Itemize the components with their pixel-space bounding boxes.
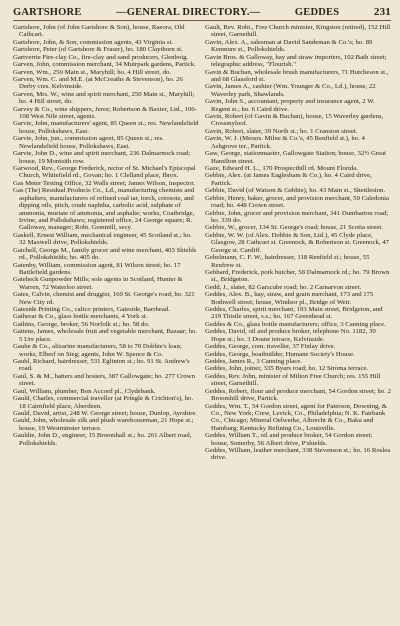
directory-entry: Gartshore, John (of John Gartshore & Son), house, Raeora, Old Cathcart. bbox=[13, 24, 185, 39]
directory-entry: Gavin, Alex. A., salesman at David Sandeman & Co.'s; ho. 89 Kenmure st., Pollokshields. bbox=[205, 38, 373, 54]
directory-entry: Gebbie, Henry, baker, grocer, and provision merchant, 59 Caledonia road; ho. 448 Crown street. bbox=[205, 194, 390, 210]
directory-entry: Gauld, John, wholesale silk and plush warehouseman, 21 Hope st.; house, 19 Westminster terrace. bbox=[13, 417, 194, 432]
directory-entry: Garven, Wm., 250 Main st., Maryhill; ho. 4 Hill street, do. bbox=[13, 68, 172, 76]
directory-entry: Garven, Mrs. W., wine and spirit merchant, 250 Main st., Maryhill; ho. 4 Hill street, do. bbox=[13, 90, 195, 106]
directory-entry: Gatherar & Co., glass bottle merchants, 4 York st. bbox=[13, 313, 148, 321]
directory-entry: Gavin, Robert, slater, 39 North st.; ho. 1 Cranston street. bbox=[205, 127, 358, 135]
directory-entry: Garven, John, commission merchant, 34 Muirpark gardens, Partick. bbox=[13, 61, 196, 69]
directory-entry: Geddes, George, boatbuilder, Humane Society's House. bbox=[205, 350, 355, 358]
directory-entry: Garvie, John, manufacturers' agent, 85 Queen st.; res. Newlandsfield house, Pollokshaws, East. bbox=[13, 120, 199, 135]
directory-entry: Geddes, James R., 3 Canning place. bbox=[205, 357, 302, 365]
directory-entry: Geddes, David, oil and produce broker, telephone No. 1182, 39 Hope st.; ho. 3 Doune terrace, Kelvinside. bbox=[205, 328, 376, 343]
directory-entry: Gartshore, Peter (of Gartshore & Fraser), ho. 180 Claythorn st. bbox=[13, 46, 183, 54]
directory-entry: Gavin, W. J. (Messrs. Milne & Co.'s, 45 Renfield st.), ho. 4 Ashgrove ter., Partick. bbox=[205, 135, 365, 150]
directory-entry: Gebbie, David (of Watson & Gebbie), ho. 43 Main st., Shettleston. bbox=[205, 187, 386, 195]
directory-entry: Geddes, Wm. T., 54 Gordon street, agent for Paterson, Downing, & Co., New York; Crew, Levick, Co., Philadelphia; N. K. Fairbank Co., Chicago; Mineral Oelwerke, Albrecht & Co., Baku and Hamburg; Kentucky Refining Co., Louisville. bbox=[205, 402, 388, 432]
running-header bbox=[13, 6, 391, 21]
directory-entry: Gaul, William, plumber, Bon Accord pl., Clydebank. bbox=[13, 387, 156, 395]
directory-entry: Geddes, George, com. traveller, 37 Finlay drive. bbox=[205, 343, 336, 351]
directory-entry: Gatebeck Gunpowder Mills; sole agents in Scotland, Hunter & Warren, 72 Waterloo street. bbox=[13, 276, 183, 291]
directory-entry: Gathins, George, broker, 56 Norfolk st.; ho. 58 do. bbox=[13, 320, 150, 328]
directory-entry: Garvey & Co., wine shippers, Jerez; Robertson & Baxter, Ltd., 106-108 West Nile street, agents. bbox=[13, 105, 197, 121]
directory-entry: Gavin, Robert (of Gavin & Buchan), house, 15 Waverley gardens, Crossmyloof. bbox=[205, 113, 384, 128]
left-column bbox=[13, 24, 199, 620]
header-left-word: GARTSHORE bbox=[13, 7, 82, 18]
directory-entry: Gaze, Edward H. L., 170 Prospecthill rd. Mount Florida. bbox=[205, 165, 358, 173]
directory-entry: Gaw, George, stationmaster, Gallowgate Station; house, 32½ Great Hamilton street. bbox=[205, 150, 386, 165]
directory-entry: Gebbie, Alex. (at James Eaglesham & Co.), ho. 4 Caird drive, Partick. bbox=[205, 172, 372, 187]
directory-entry: Gebbie, John, grocer and provision merchant, 341 Dumbarton road; ho. 339 do. bbox=[205, 209, 389, 224]
directory-entry: Gauldie, John D., engineer, 15 Broomhall st.; ho. 261 Albert road, Pollokshields. bbox=[13, 432, 192, 447]
right-column bbox=[205, 24, 391, 620]
directory-entry: Gavin Bros. & Galloway, hay and straw importers, 102 Bath street; telegraphic address, "Flourish." bbox=[205, 53, 387, 69]
directory-entry: Garvie, John, jun., commission agent, 85 Queen st.; res. Newlandsfield house, Pollokshaws, East. bbox=[13, 135, 164, 150]
directory-entry: Gavin, James A., cashier (Wm. Younger & Co., Ld.), house, 22 Waverley park, Shawlands. bbox=[205, 83, 376, 98]
directory-entry: Gauhe & Co., alizarine manufacturers, 58 to 70 Dobbie's loan; works, Elberf on Sieg; agents, John W. Spence & Co. bbox=[13, 343, 182, 358]
directory-entry: Gatenby, William, commission agent, 81 Wilson street; ho. 17 Battlefield gardens. bbox=[13, 261, 181, 276]
directory-columns bbox=[13, 24, 391, 620]
header-title: —GENERAL DIRECTORY.— bbox=[116, 7, 261, 18]
directory-entry: Gates, Calvin, chemist and druggist, 160 St. George's road; ho. 321 New City rd. bbox=[13, 291, 195, 306]
directory-entry: Gartverrie Fire-clay Co., fire-clay and sand producers, Glenboig. bbox=[13, 53, 189, 61]
directory-entry: Gaul, S. & M., hatters and hosiers, 387 Gallowgate; ho. 277 Crown street. bbox=[13, 372, 196, 388]
directory-entry: Gebbie, W., grocer, 134 St. George's road; house, 21 Scotia street. bbox=[205, 224, 383, 232]
directory-entry: Geddes & Co., glass bottle manufacturers; office, 3 Canning place. bbox=[205, 320, 386, 328]
directory-entry: Geddes, William T., oil and produce broker, 54 Gordon street; house, Somerby, 56 Albert drive, P'shields. bbox=[205, 432, 373, 447]
directory-entry: Garwood, Rev., George Frederick, rector of St. Michael's Episcopal Church, Whitefield rd., Govan; ho. 1 Clelland place, Ibrox. bbox=[13, 165, 196, 180]
header-right-word: GEDDES bbox=[294, 7, 340, 18]
directory-entry: Gedd, J., slater, 82 Garscube road; ho. 2 Carnarvon street. bbox=[205, 283, 362, 291]
directory-entry: Geddes, Rev. John, minister of Milton Free Church; res. 155 Hill street, Garnethill. bbox=[205, 372, 381, 388]
directory-entry: Gauld, David, artist, 248 W. George street; house, Dunlop, Ayrshire. bbox=[13, 409, 198, 417]
directory-entry: Gas (The) Residual Products Co., Ld., manufacturing chemists and asphalters, manufacturers of refined coal tar, torch, creosote, and dipping oils, pitch, crude naphtha, carbolic acid, sulphate of ammonia, muriate of ammonia, and asphalte; works, Coatbridge, Irvine, and Pollokshaws; registered office, 24 George square; R. Galloway, manager; Robt. Gemmill, secy. bbox=[13, 187, 195, 232]
directory-entry: Gavin, John S., accountant, property and insurance agent, 2 W. Regent st.; ho. 6 Caird drive. bbox=[205, 98, 375, 113]
directory-entry: Gault, Rev. Robt., Free Church minister, Kingston (retired), 152 Hill street, Garnethill. bbox=[205, 24, 391, 39]
directory-entry: Gatchell, George M., family grocer and wine merchant, 403 Shields rd., Pollokshields; ho. 405 do. bbox=[13, 246, 197, 262]
directory-entry: Gebbie, W. W. (of Alex. Dobbie & Son, Ltd.), 45 Clyde place, Glasgow, 28 Cathcart st. Greenock, & Robertson st. Greenock, 47 George st. Cardiff. bbox=[205, 231, 390, 254]
page-number: 231 bbox=[373, 6, 391, 18]
directory-entry: Gaskell, Ernest William, mechanical engineer, 45 Scotland st.; ho. 32 Maxwell drive, Pollokshields. bbox=[13, 231, 192, 247]
directory-entry: Geddes, John, joiner, 335 Byars road; ho. 12 Stroma terrace. bbox=[205, 365, 369, 373]
directory-entry: Gartshore, John, & Son, commission agents, 43 Virginia st. bbox=[13, 38, 174, 46]
directory-entry: Gauhl, Richard, hairdresser, 531 Eglinton st.; ho. 91 St. Andrew's road. bbox=[13, 357, 190, 373]
directory-entry: Gavin & Buchan, wholesale brush manufacturers, 71 Hutcheson st., and 68 Glassford st. bbox=[205, 68, 389, 83]
directory-entry: Gebhard, Frederick, pork butcher, 58 Dalmarnock rd.; ho. 79 Brown st., Bridgeton. bbox=[205, 268, 390, 284]
directory-entry: Gas Meter Testing Office, 32 Walls street; James Wilson, inspector. bbox=[13, 179, 195, 187]
directory-entry: Gateside Printing Co., calico printers, Gateside, Barrhead. bbox=[13, 306, 170, 314]
directory-entry: Gebelmann, C. F. W., hairdresser, 118 Renfield st.; house, 55 Renfrew st. bbox=[205, 254, 370, 269]
directory-entry: Garven, Wm. C. and M.E. (at McCreaths & Stevenson), ho. 26 Derby cres. Kelvinside. bbox=[13, 75, 183, 91]
directory-entry: Geddes, Charles, spirit merchant, 193 Main street, Bridgeton, and 219 Thistle street, s.s.; ho. 167 Greenhead st. bbox=[205, 306, 383, 321]
directory-entry: Gattens, James, wholesale fruit and vegetable merchant, Bazaar; ho. 5 Ure place. bbox=[13, 328, 198, 343]
directory-entry: Gauld, Charles, commercial traveller (at Pringle & Crichton's), ho. 18 Cairnfield place, Aberdeen. bbox=[13, 395, 194, 410]
directory-entry: Geddes, Robert, flour and produce merchant, 54 Gordon street; ho. 2 Broomhill drive, Partick. bbox=[205, 387, 391, 403]
directory-entry: Geddes, William, leather merchant, 338 Stevenson st.; ho. 16 Roslea drive. bbox=[205, 447, 391, 462]
directory-entry: Geddes, Alex. B., hay, straw, and grain merchant, 173 and 175 Bothwell street; house, Windsor pl., Bridge of Weir. bbox=[205, 291, 374, 306]
directory-entry: Garvie, John D., wine and spirit merchant, 236 Dalmarnock road; house, 19 Monteith row. bbox=[13, 150, 191, 165]
